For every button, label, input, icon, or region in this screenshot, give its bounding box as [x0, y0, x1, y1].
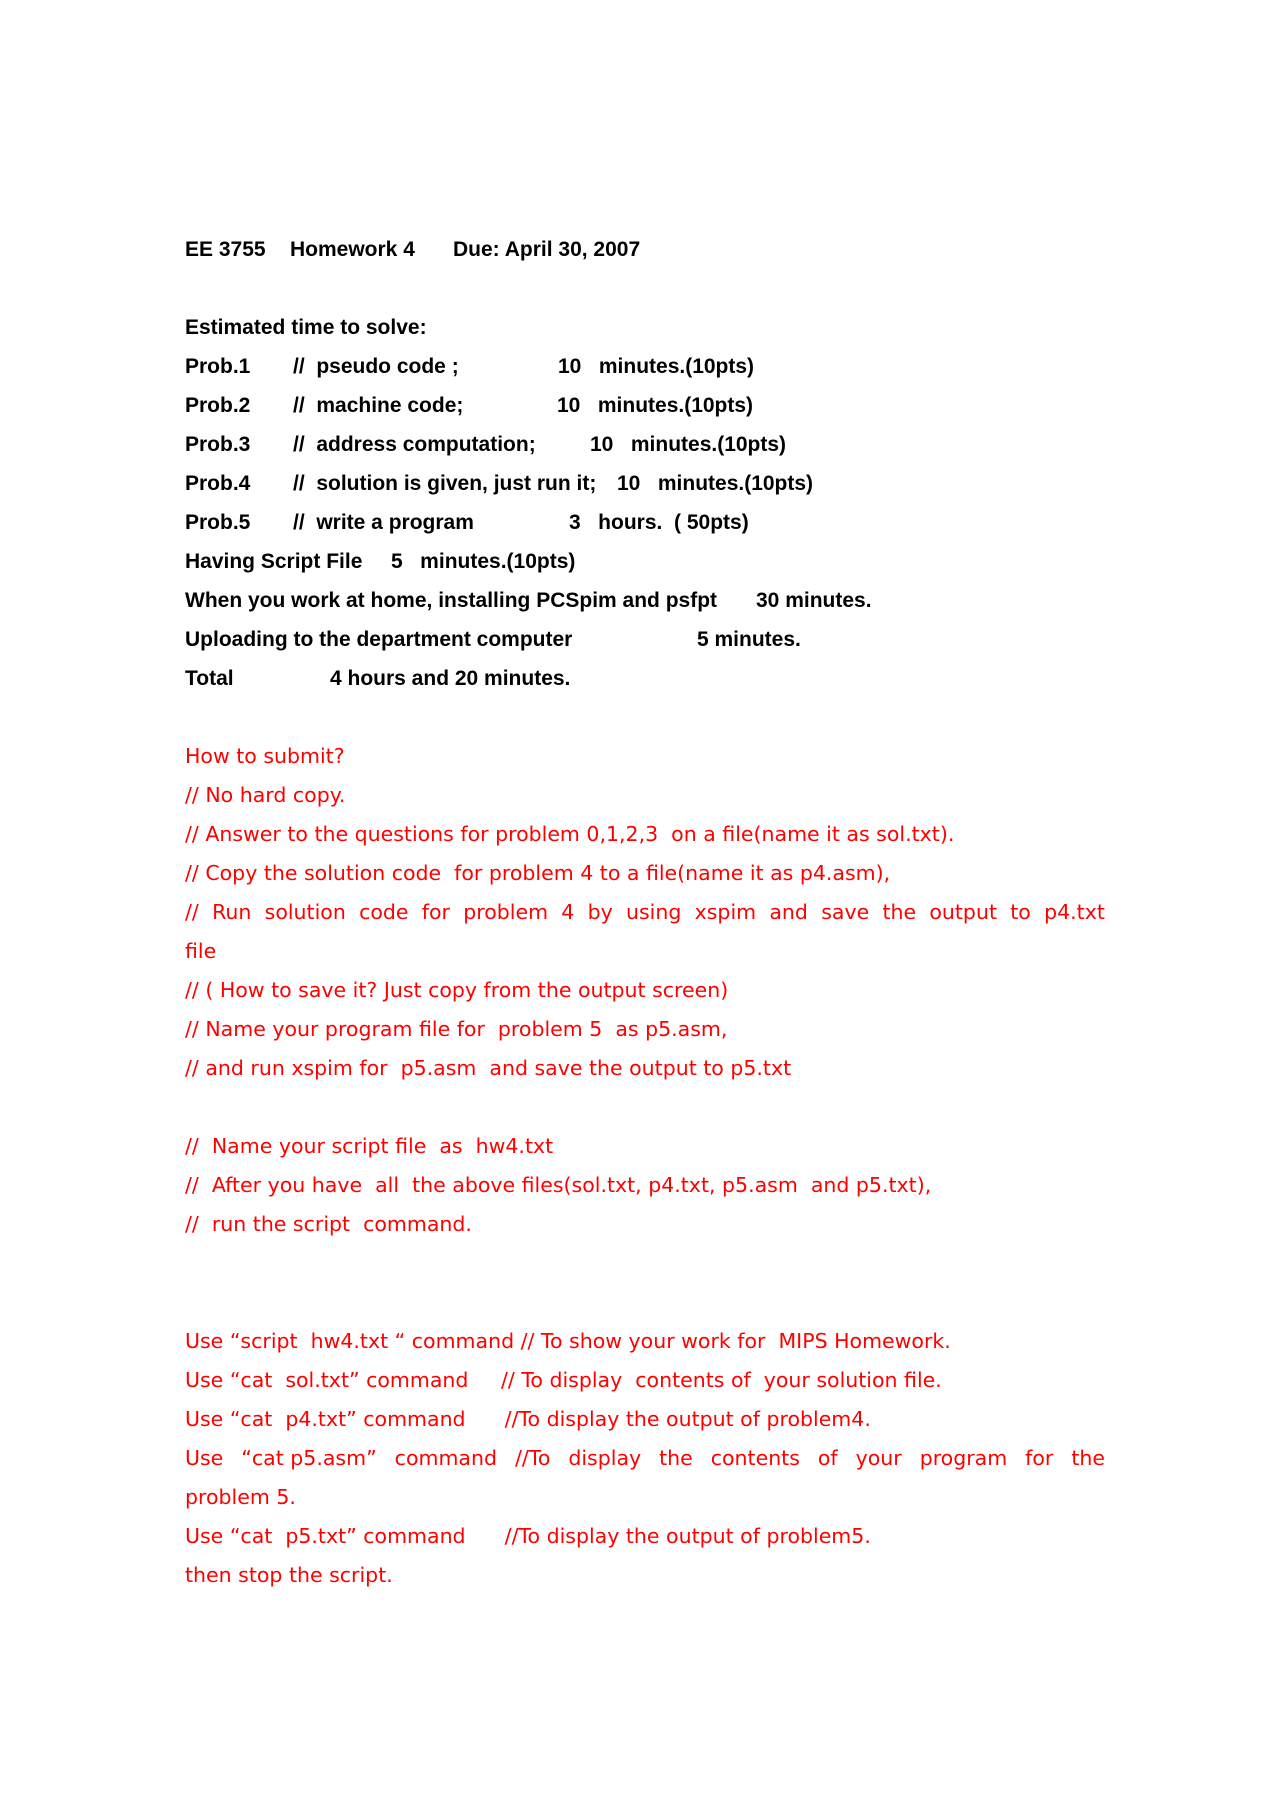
- submit-run-line-end: file: [185, 939, 217, 963]
- total-row: Total 4 hours and 20 minutes.: [185, 667, 571, 690]
- due-date: Due: April 30, 2007: [453, 238, 641, 261]
- command-line-3: Use “cat p4.txt” command //To display the output of problem4.: [185, 1407, 871, 1431]
- command-line-4-end: problem 5.: [185, 1485, 296, 1509]
- submit-line-2: // Answer to the questions for problem 0,1,2,3 on a file(name it as sol.txt).: [185, 822, 955, 846]
- problem-row-5: Prob.5 // write a program 3 hours. ( 50pts): [185, 511, 749, 534]
- command-line-1: Use “script hw4.txt “ command // To show your work for MIPS Homework.: [185, 1329, 951, 1353]
- command-line-6: then stop the script.: [185, 1563, 393, 1587]
- submit-line-3: // Copy the solution code for problem 4 to a file(name it as p4.asm),: [185, 861, 891, 885]
- script-line-3: // run the script command.: [185, 1212, 472, 1236]
- submit-line-6: // and run xspim for p5.asm and save the output to p5.txt: [185, 1056, 792, 1080]
- submit-line-1: // No hard copy.: [185, 783, 346, 807]
- submit-title: How to submit?: [185, 744, 345, 768]
- problem-row-1: Prob.1 // pseudo code ; 10 minutes.(10pts): [185, 355, 755, 378]
- course-number: EE 3755: [185, 238, 266, 261]
- submit-run-line: // Run solution code for problem 4 by using xspim and save the output to p4.txt: [185, 900, 1105, 924]
- problem-row-3: Prob.3 // address computation; 10 minutes.(10pts): [185, 433, 787, 456]
- command-line-5: Use “cat p5.txt” command //To display the output of problem5.: [185, 1524, 871, 1548]
- command-line-4: Use “cat p5.asm” command //To display the contents of your program for the: [185, 1446, 1105, 1470]
- document-page: [185, 230, 1105, 1595]
- homework-header: [185, 230, 1105, 269]
- script-line-1: // Name your script file as hw4.txt: [185, 1134, 554, 1158]
- upload-row: Uploading to the department computer 5 minutes.: [185, 628, 801, 651]
- command-line-2: Use “cat sol.txt” command // To display contents of your solution file.: [185, 1368, 942, 1392]
- submit-line-5: // Name your program file for problem 5 as p5.asm,: [185, 1017, 728, 1041]
- problem-row-2: Prob.2 // machine code; 10 minutes.(10pts): [185, 394, 754, 417]
- submit-line-4: // ( How to save it? Just copy from the output screen): [185, 978, 729, 1002]
- script-line-2: // After you have all the above files(sol.txt, p4.txt, p5.asm and p5.txt),: [185, 1173, 932, 1197]
- script-file-row: Having Script File 5 minutes.(10pts): [185, 550, 576, 573]
- home-install-row: When you work at home, installing PCSpim and psfpt 30 minutes.: [185, 589, 872, 612]
- estimate-title: Estimated time to solve:: [185, 316, 427, 339]
- problem-row-4: Prob.4 // solution is given, just run it; 10 minutes.(10pts): [185, 472, 814, 495]
- assignment-name: Homework 4: [290, 238, 415, 261]
